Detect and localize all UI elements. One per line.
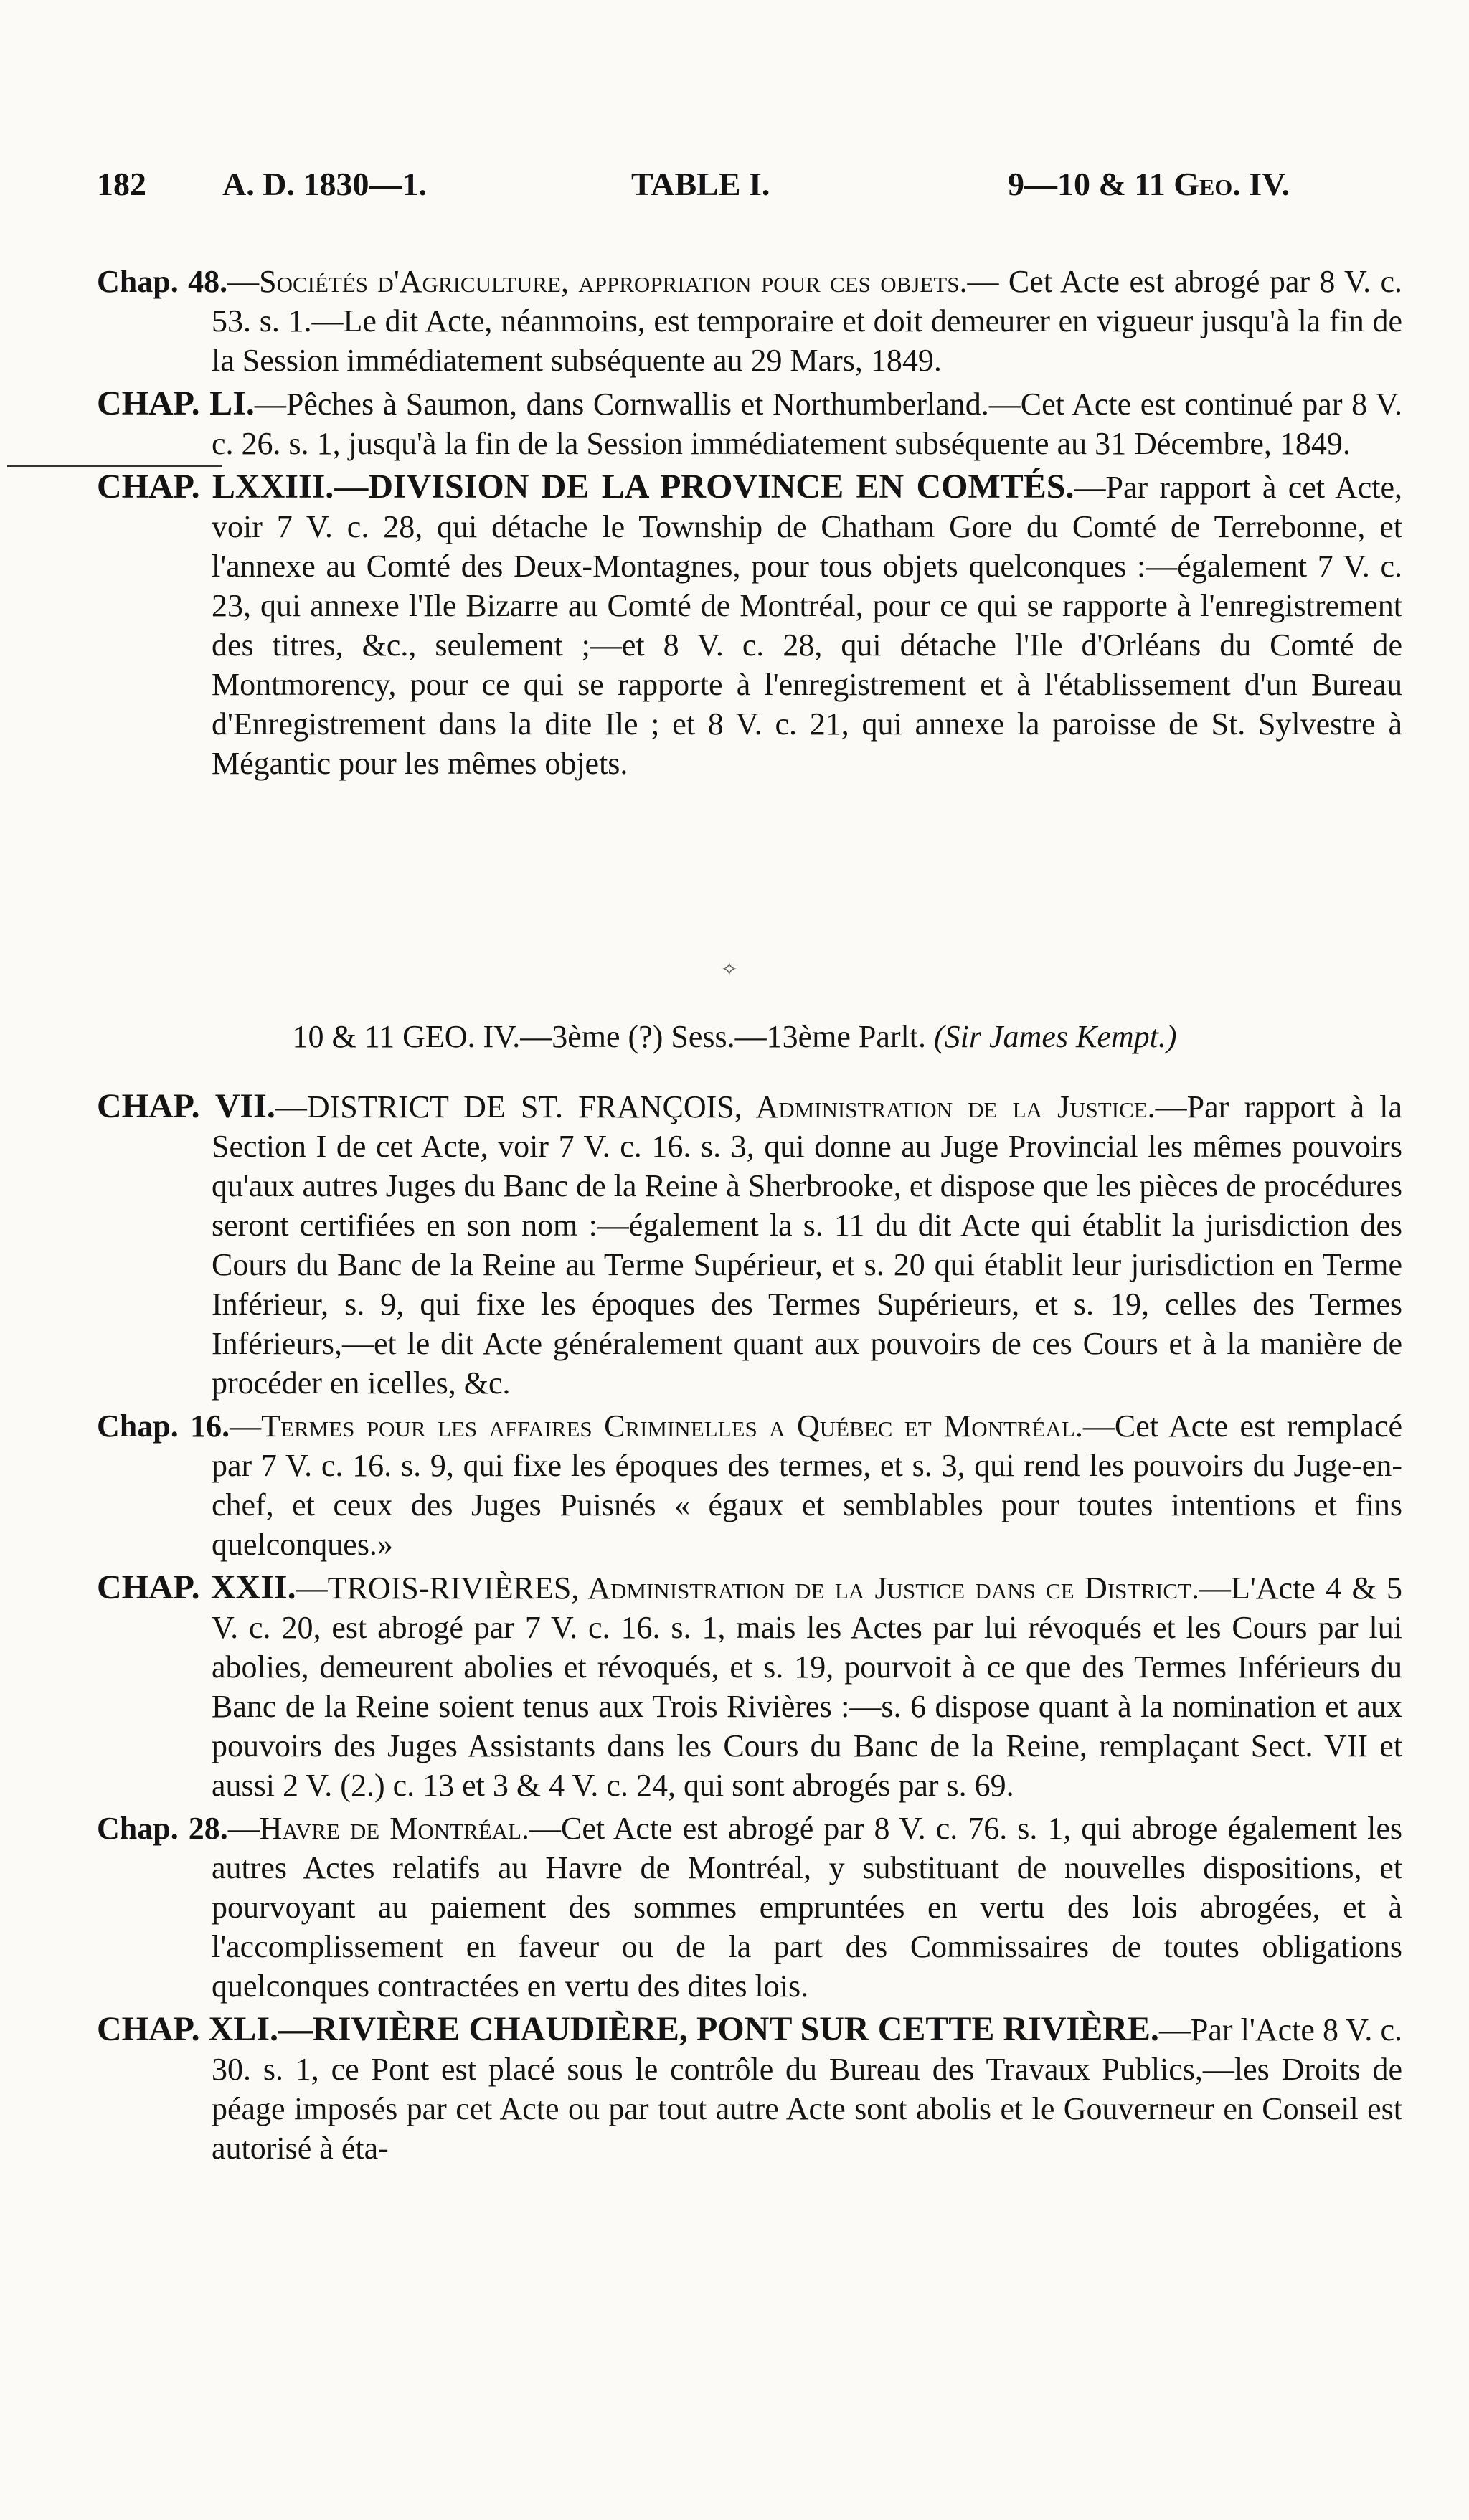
entry-chap-xli — [97, 2009, 1402, 2168]
entry-label: Chap. 48. — [97, 264, 228, 299]
section-governor: (Sir James Kempt.) — [934, 1019, 1177, 1054]
section-heading — [0, 1018, 1469, 1055]
bottom-entries — [97, 1086, 1402, 2171]
section-ornament: ✧ — [721, 959, 738, 981]
header-regnal-years: 9—10 & 11 Geo. IV. — [1008, 166, 1290, 202]
page-number: 182 — [97, 166, 146, 202]
entry-label: Chap. 16. — [97, 1408, 230, 1444]
entry-label: CHAP. XXII. — [97, 1568, 296, 1606]
entry-label: CHAP. VII. — [97, 1087, 275, 1125]
entry-label: CHAP. LI. — [97, 384, 255, 422]
entry-chap-xxii — [97, 1568, 1402, 1805]
entry-title: —DISTRICT DE ST. FRANÇOIS, Administration de la Justice. — [275, 1089, 1156, 1124]
entry-title: —RIVIÈRE CHAUDIÈRE, PONT SUR CETTE RIVIÈRE. — [278, 2010, 1159, 2048]
entry-body: —Cet Acte est continué par 8 V. c. 26. s. 1, jusqu'à la fin de la Session immédiatement subséquente au 31 Décembre, 1849. — [212, 387, 1403, 461]
entry-label: Chap. 28. — [97, 1811, 228, 1846]
header-table: TABLE I. — [631, 166, 770, 202]
entry-title: —Pêches à Saumon, dans Cornwallis et Northumberland. — [254, 387, 989, 422]
entry-chap-vii — [97, 1086, 1402, 1403]
entry-body: —Cet Acte est abrogé par 8 V. c. 76. s. 1, qui abroge également les autres Actes relatifs au Havre de Montréal, y substituant de nouvelles dispositions, et pourvoyant au paiement des sommes empruntées en vertu des lois abrogées, et à l'accomplissement en faveur ou de la part des Commissaires de toutes obligations quelconques contractées en vertu des dites lois. — [212, 1811, 1402, 2004]
entry-chap-lxxiii — [97, 467, 1402, 783]
entry-title: —Termes pour les affaires Criminelles a Québec et Montréal. — [230, 1408, 1083, 1444]
entry-body: Cet Acte est abrogé par 8 V. c. 53. s. 1.—Le dit Acte, néanmoins, est temporaire et doit demeurer en vigueur jusqu'à la fin de la Session immédiatement subséquente au 29 Mars, 1849. — [212, 264, 1403, 378]
entry-body: —Par l'Acte 8 V. c. 30. s. 1, ce Pont est placé sous le contrôle du Bureau des Travaux Publics,—les Droits de péage imposés par cet Acte ou par tout autre Acte sont abolis et le Gouverneur en Conseil est autorisé à éta- — [212, 2012, 1403, 2166]
header-year: A. D. 1830—1. — [222, 166, 427, 202]
entry-chap-li — [97, 384, 1402, 463]
entry-title: —DIVISION DE LA PROVINCE EN COMTÉS. — [334, 468, 1074, 506]
entry-chap-16 — [97, 1406, 1402, 1564]
entry-chap-28 — [97, 1809, 1402, 2006]
entry-body: —Cet Acte est remplacé par 7 V. c. 16. s. 9, qui fixe les époques des termes, et s. 3, qui rend les pouvoirs du Juge-en-chef, et ceux des Juges Puisnés « égaux et semblables pour toutes intentions et fins quelconques.» — [212, 1408, 1402, 1562]
entry-body: —Par rapport à la Section I de cet Acte, voir 7 V. c. 16. s. 3, qui donne au Juge Provincial les mêmes pouvoirs qu'aux autres Juges du Banc de la Reine à Sherbrooke, et dispose que les pièces de procédures seront certifiées en son nom :—également la s. 11 du dit Acte qui établit la jurisdiction des Cours du Banc de la Reine au Terme Supérieur, et s. 20 qui établit leur jurisdiction en Terme Inférieur, s. 9, qui fixe les époques des Termes Supérieurs, et s. 19, celles des Termes Inférieurs,—et le dit Acte généralement quant aux pouvoirs de ces Cours et à la manière de procéder en icelles, &c. — [212, 1089, 1403, 1401]
entry-body: —L'Acte 4 & 5 V. c. 20, est abrogé par 7 V. c. 16. s. 1, mais les Actes par lui révoqués et les Cours par lui abolies, demeurent abolies et révoqués, et s. 19, pourvoit à ce que des Termes Inférieurs du Banc de la Reine soient tenus aux Trois Rivières :—s. 6 dispose quant à la nomination et aux pouvoirs des Juges Assistants dans les Cours du Banc de la Reine, remplaçant Sect. VII et aussi 2 V. (2.) c. 13 et 3 & 4 V. c. 24, qui sont abrogés par s. 69. — [212, 1571, 1402, 1803]
section-title: 10 & 11 GEO. IV.—3ème (?) Sess.—13ème Parlt. — [292, 1019, 927, 1054]
entry-title: —Havre de Montréal. — [227, 1811, 529, 1846]
entry-chap-48 — [97, 262, 1402, 380]
entry-label: CHAP. LXXIII. — [97, 468, 334, 506]
entry-label: CHAP. XLI. — [97, 2010, 279, 2048]
running-header — [0, 165, 1469, 215]
entry-body: —Par rapport à cet Acte, voir 7 V. c. 28, qui détache le Township de Chatham Gore du Comté de Terrebonne, et l'annexe au Comté des Deux-Montagnes, pour tous objets quelconques :—également 7 V. c. 23, qui annexe l'Ile Bizarre au Comté de Montréal, pour ce qui se rapporte à l'enregistrement des titres, &c., seulement ;—et 8 V. c. 28, qui détache l'Ile d'Orléans du Comté de Montmorency, pour ce qui se rapporte à l'enregistrement et à l'établissement d'un Bureau d'Enregistrement dans la dite Ile ; et 8 V. c. 21, qui annexe la paroisse de St. Sylvestre à Mégantic pour les mêmes objets. — [212, 470, 1403, 781]
top-entries — [97, 262, 1402, 787]
entry-title: —TROIS-RIVIÈRES, Administration de la Justice dans ce District. — [296, 1571, 1199, 1606]
entry-title: —Sociétés d'Agriculture, appropriation pour ces objets.— — [227, 264, 999, 299]
